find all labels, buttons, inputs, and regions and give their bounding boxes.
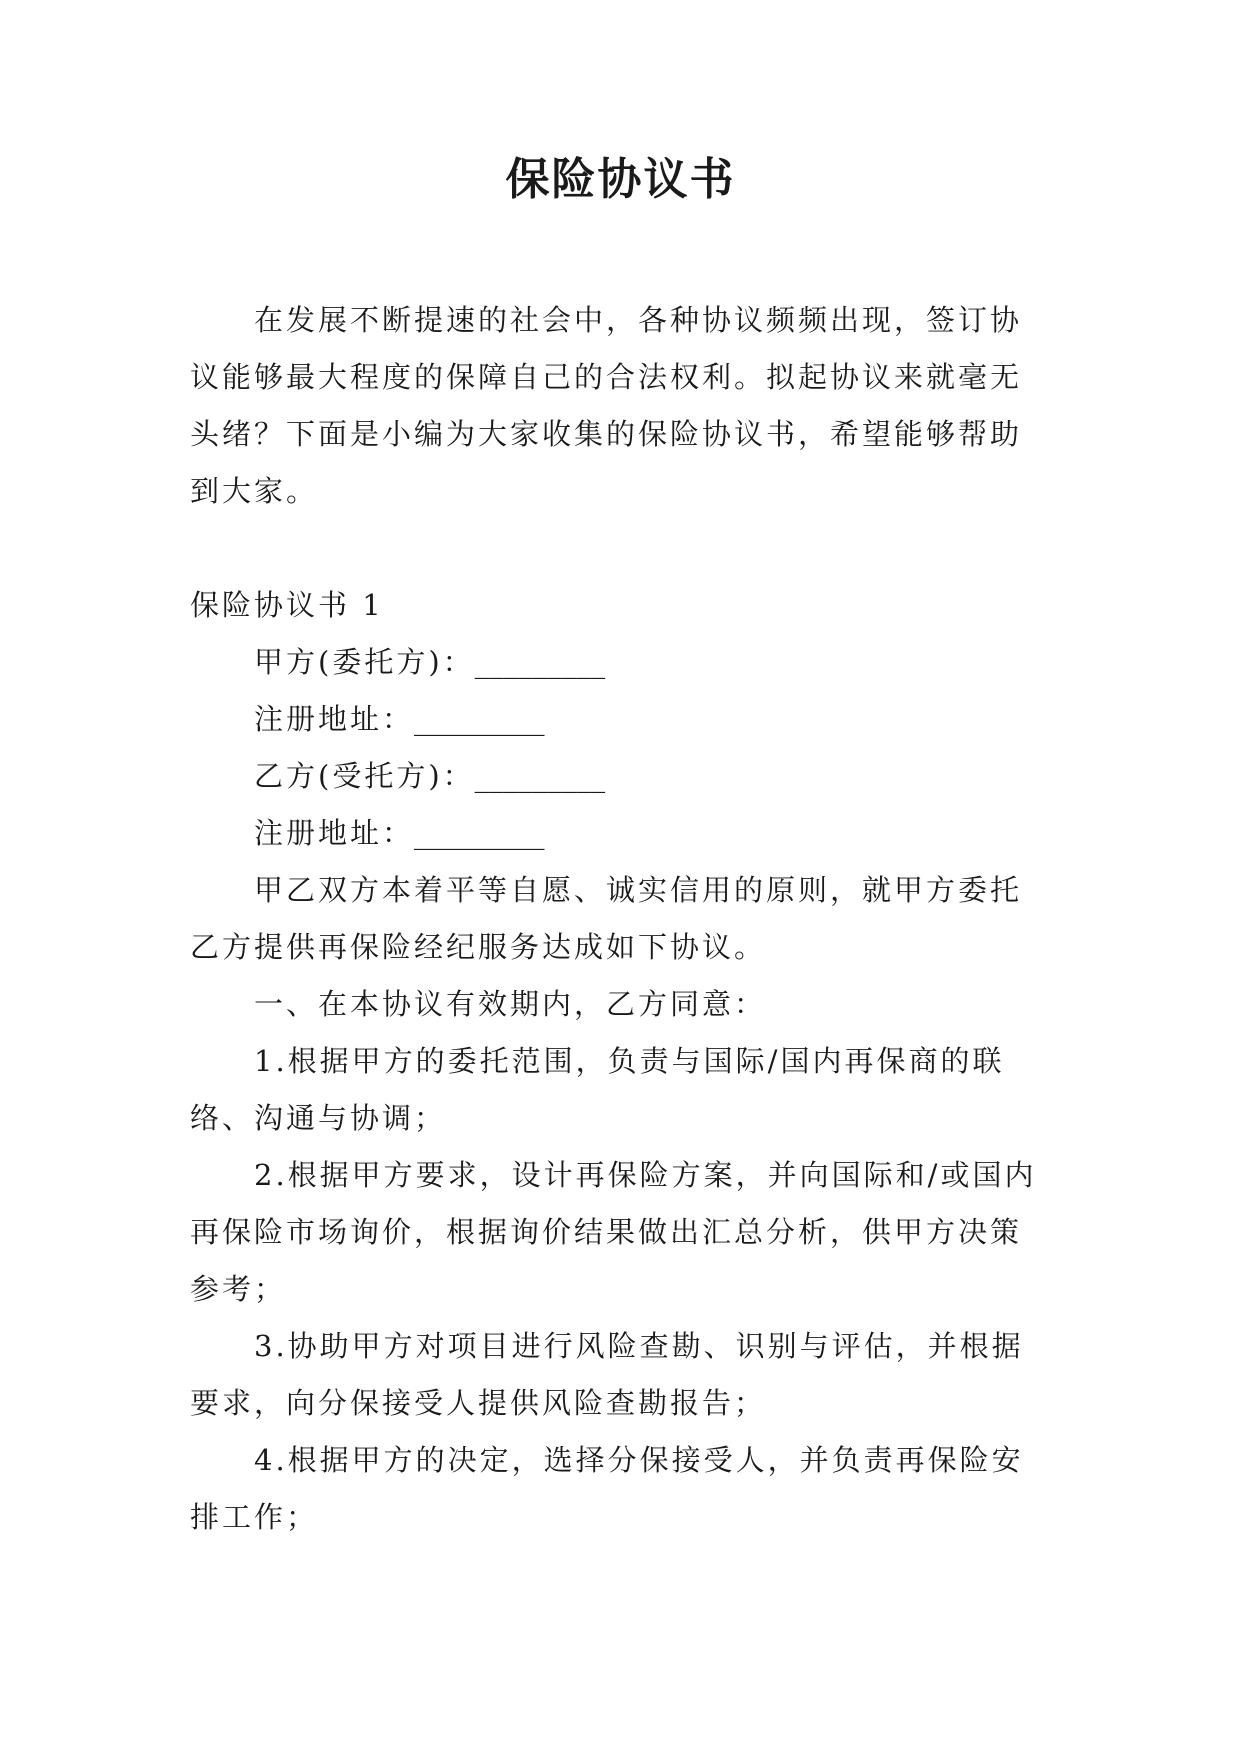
paragraph-gap	[190, 520, 1050, 577]
section-heading: 保险协议书 1	[190, 588, 384, 622]
clause-item: 3.协助甲方对项目进行风险查勘、识别与评估，并根据要求，向分保接受人提供风险查勘报告；	[190, 1329, 1024, 1420]
party-a-address-label: 注册地址：	[254, 702, 415, 736]
party-a-blank: _________	[474, 645, 606, 679]
clause-item: 2.根据甲方要求，设计再保险方案，并向国际和/或国内再保险市场询价，根据询价结果做出汇总分析，供甲方决策参考；	[190, 1158, 1037, 1306]
party-b-line	[190, 748, 1050, 805]
clause-item: 4.根据甲方的决定，选择分保接受人，并负责再保险安排工作；	[190, 1443, 1024, 1534]
preamble-paragraph: 甲乙双方本着平等自愿、诚实信用的原则，就甲方委托乙方提供再保险经纪服务达成如下协议。	[190, 873, 1023, 964]
document-title: 保险协议书	[505, 154, 736, 205]
party-a-label: 甲方(委托方)：	[254, 645, 475, 679]
clause-1-heading: 一、在本协议有效期内，乙方同意：	[254, 987, 767, 1021]
intro-paragraph: 在发展不断提速的社会中，各种协议频频出现，签订协议能够最大程度的保障自己的合法权利。拟起协议来就毫无头绪？下面是小编为大家收集的保险协议书，希望能够帮助到大家。	[190, 303, 1023, 508]
party-b-blank: _________	[474, 759, 606, 793]
party-b-address-blank: _________	[414, 816, 545, 850]
clause-item: 1.根据甲方的委托范围，负责与国际/国内再保商的联络、沟通与协调；	[190, 1044, 1005, 1135]
party-b-address-label: 注册地址：	[254, 816, 415, 850]
party-b-label: 乙方(受托方)：	[254, 759, 475, 793]
party-b-address-line	[190, 805, 1050, 862]
document-body	[190, 292, 1050, 1546]
party-a-address-line	[190, 691, 1050, 748]
party-a-address-blank: _________	[414, 702, 545, 736]
party-a-line	[190, 634, 1050, 691]
